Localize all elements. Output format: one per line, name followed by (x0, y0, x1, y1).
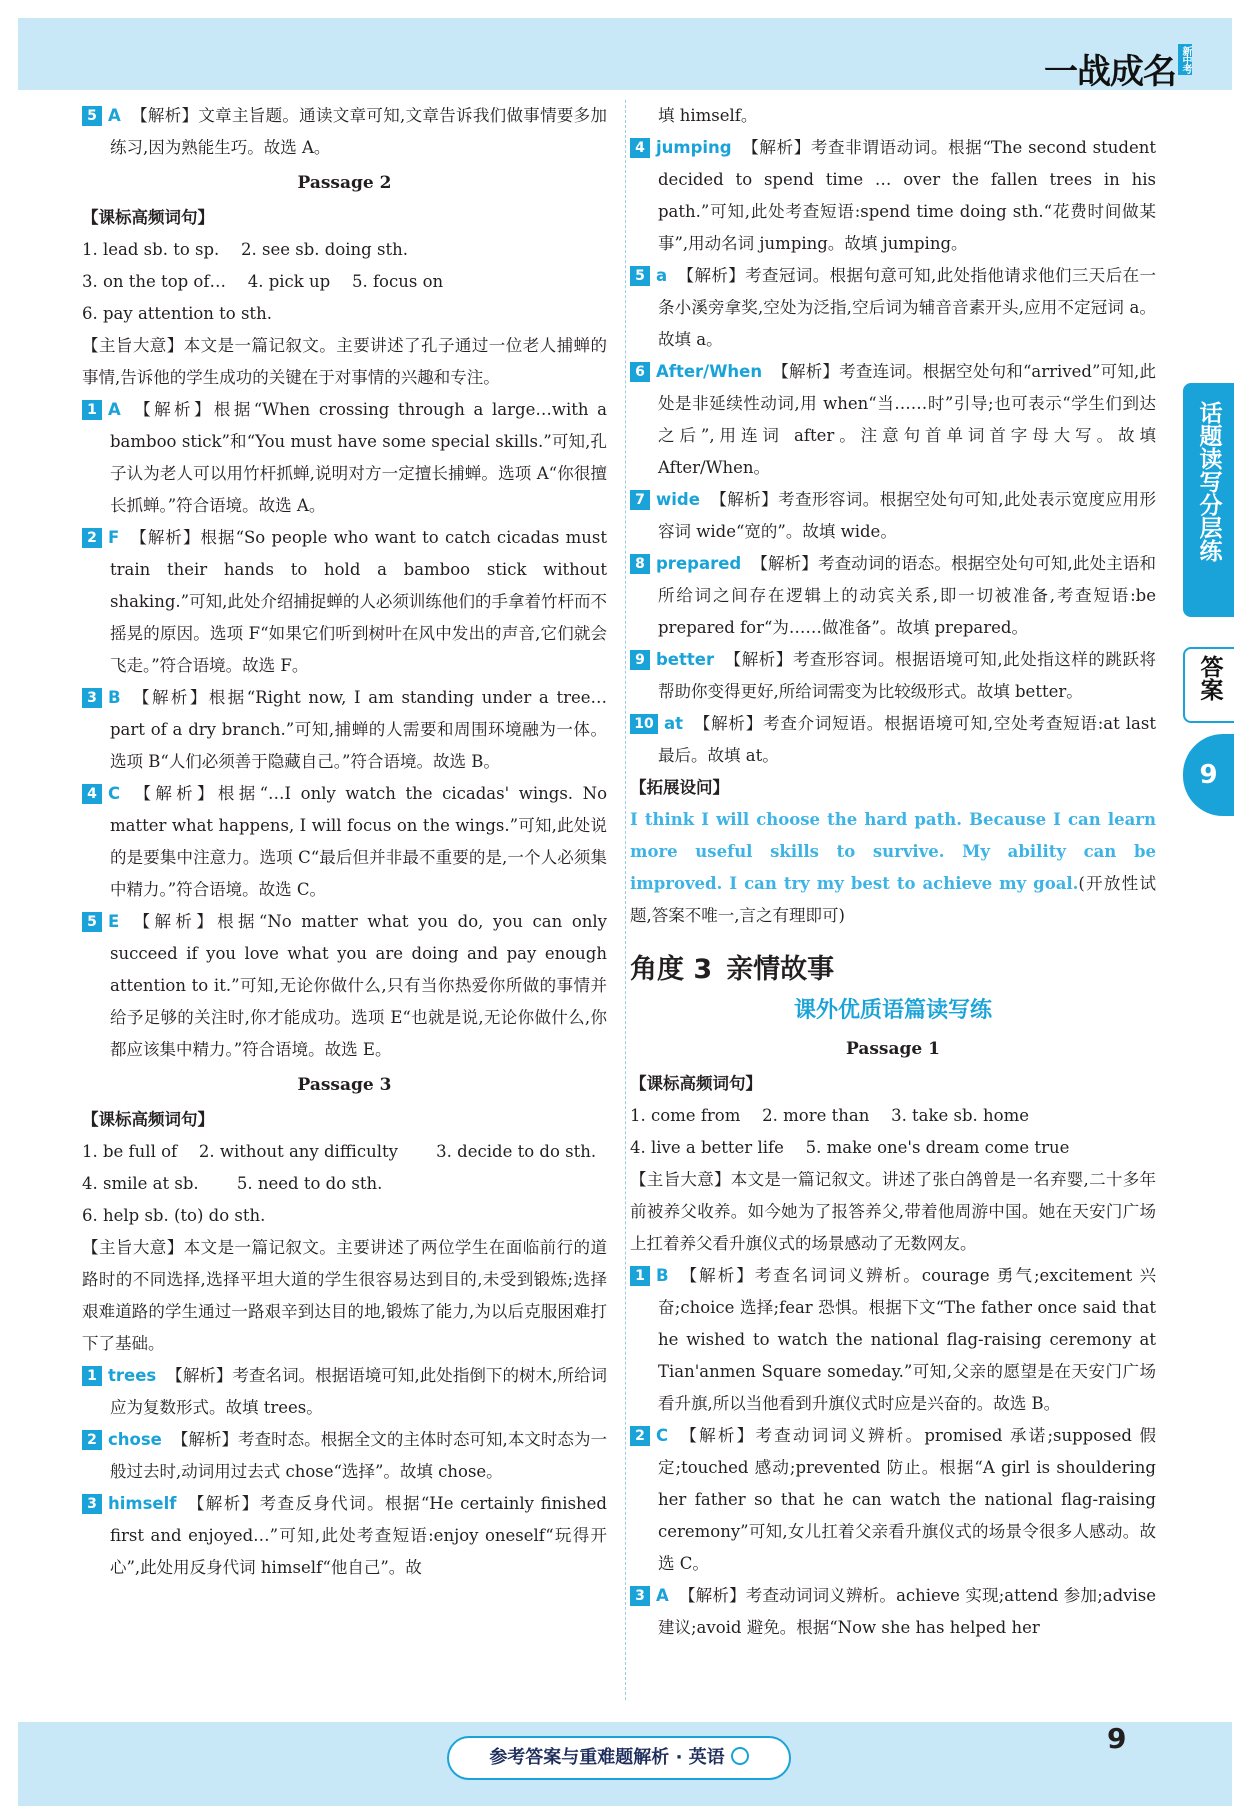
answer-item: 1 B 【解析】考查名词词义辨析。courage 勇气;excitement 兴奋;choice 选择;fear 恐惧。根据下文“The father once said that he wished to watch the national flag-raising ceremony at Tian'anmen Square someday.”可知,父亲的愿望是在天安门广场看升旗,所以当他看到升旗仪式时应是兴奋的。故选 B。 (630, 1260, 1156, 1420)
extension-answer: I think I will choose the hard path. Because I can learn more useful skills to survive. My ability can be improved. I can try my best to achieve my goal.(开放性试题,答案不唯一,言之有理即可) (630, 810, 1156, 925)
answer-item: 3 B 【解析】根据“Right now, I am standing under a tree…part of a dry branch.”可知,捕蝉的人需要和周围环境融为一体。选项 B“人们必须善于隐藏自己。”符合语境。故选 B。 (82, 682, 607, 778)
answer-item: 10 at 【解析】考查介词短语。根据语境可知,空处考查短语:at last 最后。故填 at。 (630, 708, 1156, 772)
answer-item: 4 C 【解析】根据“…I only watch the cicadas' wings. No matter what happens, I will focus on the wings.”可知,此处说的是要集中注意力。选项 C“最后但并非最不重要的是,一个人必须集中精力。”符合语境。故选 C。 (82, 778, 607, 906)
vocab-line: 6. pay attention to sth. (82, 304, 272, 323)
main-idea: 【主旨大意】本文是一篇记叙文。主要讲述了两位学生在面临前行的道路时的不同选择,选择平坦大道的学生很容易达到目的,未受到锻炼;选择艰难道路的学生通过一路艰辛到达目的地,锻炼了能力,为以后克服困难打下了基础。 (82, 1238, 607, 1353)
answer-item: 8 prepared 【解析】考查动词的语态。根据空处句可知,此处主语和所给词之间存在逻辑上的动宾关系,即一切被准备,考查短语:be prepared for“为……做准备”。故填 prepared。 (630, 548, 1156, 644)
answer-item: 2 C 【解析】考查动词词义辨析。promised 承诺;supposed 假定;touched 感动;prevented 防止。根据“A girl is shouldering her father so that he can watch the national flag-raising ceremony”可知,女儿扛着父亲看升旗仪式的场景令很多人感动。故选 C。 (630, 1420, 1156, 1580)
answer-item: 3 A 【解析】考查动词词义辨析。achieve 实现;attend 参加;advise 建议;avoid 避免。根据“Now she has helped her (630, 1580, 1156, 1644)
passage-title: Passage 2 (297, 173, 392, 193)
left-column (82, 100, 607, 1584)
footer-title: 参考答案与重难题解析 · 英语 (447, 1736, 791, 1780)
answer-item: 1 A 【解析】根据“When crossing through a large…with a bamboo stick”和“You must have some special skills.”可知,孔子认为老人可以用竹杆抓蝉,说明对方一定擅长捕蝉。选项 A“你很擅长抓蝉。”符合语境。故选 A。 (82, 394, 607, 522)
column-divider (625, 100, 626, 1700)
angle-heading: 角度 3 亲情故事 (630, 954, 835, 985)
answer-item: 5 E 【解析】根据“No matter what you do, you can only succeed if you love what you are doing and pay enough attention to it.”可知,无论你做什么,只有当你热爱你所做的事情并给予足够的关注时,你才能成功。选项 E“也就是说,无论你做什么,你都应该集中精力。”符合语境。故选 E。 (82, 906, 607, 1066)
page-number: 9 (1107, 1722, 1127, 1755)
vocab-line: 1. be full of 2. without any difficulty 3. decide to do sth. (82, 1142, 597, 1161)
right-column (630, 100, 1156, 1644)
main-idea: 【主旨大意】本文是一篇记叙文。主要讲述了孔子通过一位老人捕蝉的事情,告诉他的学生成功的关键在于对事情的兴趣和专注。 (82, 336, 607, 387)
passage-title: Passage 1 (846, 1039, 940, 1059)
answer-item: 3 himself 【解析】考查反身代词。根据“He certainly finished first and enjoyed…”可知,此处考查短语:enjoy oneself“玩得开心”,此处用反身代词 himself“他自己”。故 (82, 1488, 607, 1584)
section-title: 课外优质语篇读写练 (793, 998, 992, 1023)
vocab-line: 1. come from 2. more than 3. take sb. home (630, 1106, 1030, 1125)
answer-item: 9 better 【解析】考查形容词。根据语境可知,此处指这样的跳跃将帮助你变得更好,所给词需变为比较级形式。故填 better。 (630, 644, 1156, 708)
answer-item: 5 A 【解析】文章主旨题。通读文章可知,文章告诉我们做事情要多加练习,因为熟能生巧。故选 A。 (82, 100, 607, 164)
answer-item: 6 After/When 【解析】考查连词。根据空处句和“arrived”可知,此处是非延续性动词,用 when“当……时”引导;也可表示“学生们到达之后”,用连词 after。注意句首单词首字母大写。故填 After/When。 (630, 356, 1156, 484)
vocab-line: 3. on the top of… 4. pick up 5. focus on (82, 272, 444, 291)
answer-item: 7 wide 【解析】考查形容词。根据空处句可知,此处表示宽度应用形容词 wide“宽的”。故填 wide。 (630, 484, 1156, 548)
passage-title: Passage 3 (297, 1075, 392, 1095)
vocab-line: 4. live a better life 5. make one's dream come true (630, 1138, 1070, 1157)
vocab-line: 4. smile at sb. 5. need to do sth. (82, 1174, 383, 1193)
answer-item: 1 trees 【解析】考查名词。根据语境可知,此处指倒下的树木,所给词应为复数形式。故填 trees。 (82, 1360, 607, 1424)
main-idea: 【主旨大意】本文是一篇记叙文。讲述了张白鸽曾是一名弃婴,二十多年前被养父收养。如今她为了报答养父,带着他周游中国。她在天安门广场上扛着养父看升旗仪式的场景感动了无数网友。 (630, 1170, 1156, 1253)
vocab-line: 1. lead sb. to sp. 2. see sb. doing sth. (82, 240, 408, 259)
topic-side-tab[interactable]: 话题读写分层练 (1183, 383, 1234, 617)
vocab-heading: 【课标高频词句】 (82, 208, 214, 227)
continued-text: 填 himself。 (658, 106, 758, 125)
vocab-heading: 【课标高频词句】 (630, 1074, 762, 1093)
search-icon (731, 1747, 749, 1765)
answer-item: 2 chose 【解析】考查时态。根据全文的主体时态可知,本文时态为一般过去时,动词用过去式 chose“选择”。故填 chose。 (82, 1424, 607, 1488)
answer-side-tab[interactable]: 答案 (1183, 647, 1234, 723)
vocab-heading: 【课标高频词句】 (82, 1110, 214, 1129)
page-side-tab: 9 (1183, 734, 1234, 816)
answer-item: 2 F 【解析】根据“So people who want to catch cicadas must train their hands to hold a bamboo stick without shaking.”可知,此处介绍捕捉蝉的人必须训练他们的手拿着竹杆而不摇晃的原因。选项 F“如果它们听到树叶在风中发出的声音,它们就会飞走。”符合语境。故选 F。 (82, 522, 607, 682)
vocab-line: 6. help sb. (to) do sth. (82, 1206, 266, 1225)
answer-item: 4 jumping 【解析】考查非谓语动词。根据“The second student decided to spend time … over the fallen trees in his path.”可知,此处考查短语:spend time doing sth.“花费时间做某事”,用动名词 jumping。故填 jumping。 (630, 132, 1156, 260)
answer-item: 5 a 【解析】考查冠词。根据句意可知,此处指他请求他们三天后在一条小溪旁拿奖,空处为泛指,空后词为辅音音素开头,应用不定冠词 a。故填 a。 (630, 260, 1156, 356)
extension-heading: 【拓展设问】 (630, 778, 729, 797)
brand-logo: 一战成名 新中考 (1044, 46, 1191, 92)
